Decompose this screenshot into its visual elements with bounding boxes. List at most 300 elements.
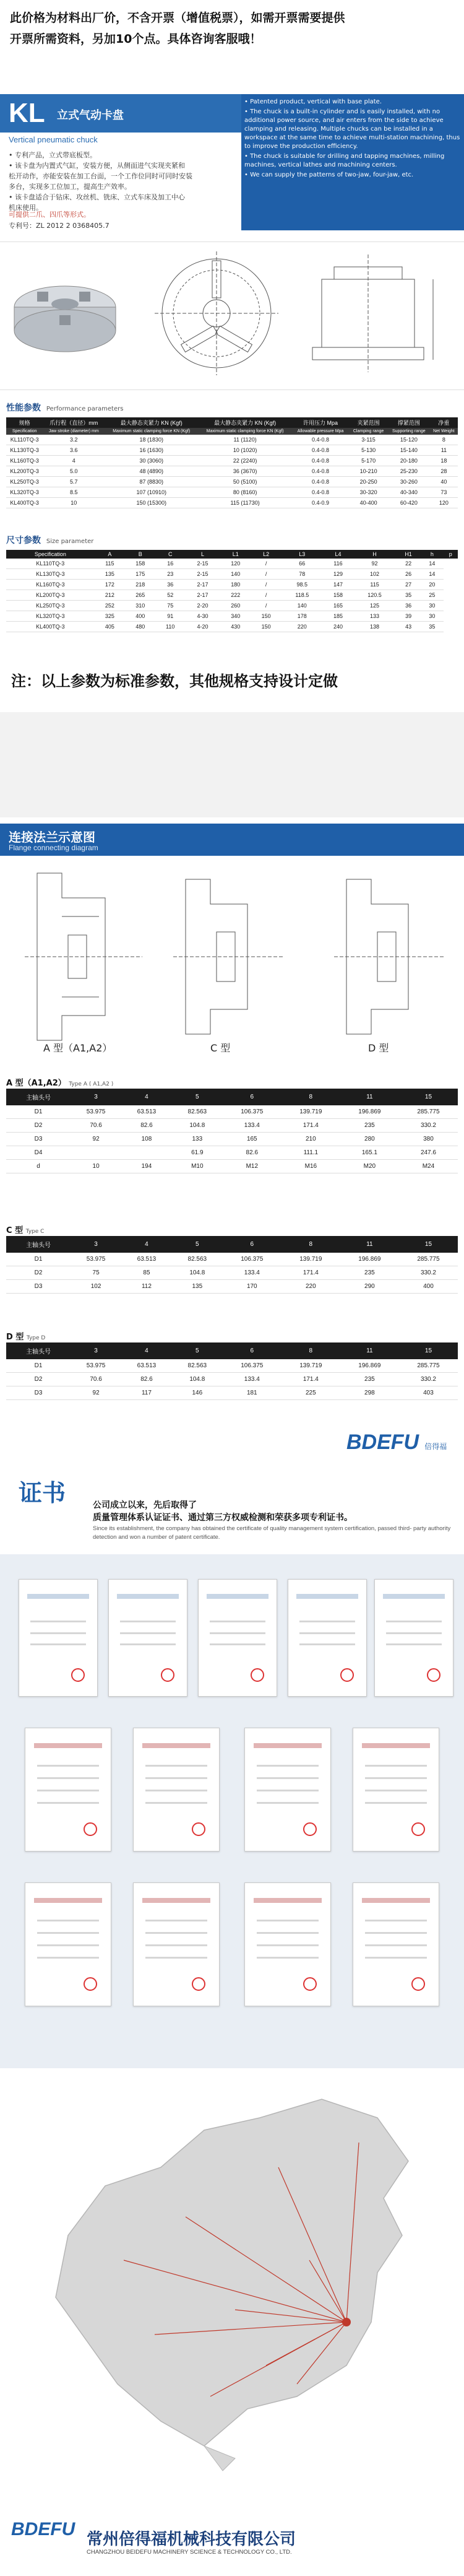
performance-table bbox=[6, 417, 458, 508]
table-cell: 150 (15300) bbox=[105, 498, 198, 508]
table-header: L bbox=[185, 550, 220, 559]
patent-certificate-image bbox=[244, 1882, 331, 2006]
size-title-cn: 尺寸参数 bbox=[6, 536, 41, 546]
table-header: 规格 bbox=[6, 417, 43, 428]
table-row bbox=[6, 1105, 458, 1119]
table-cell: D2 bbox=[6, 1119, 71, 1133]
footer-logo bbox=[11, 2519, 75, 2540]
table-cell: 18 bbox=[430, 456, 458, 466]
certificate-gallery bbox=[0, 1554, 464, 2068]
table-header: 3 bbox=[71, 1342, 121, 1359]
table-header: 6 bbox=[223, 1342, 281, 1359]
type-c-title bbox=[6, 1224, 44, 1235]
table-cell: 92 bbox=[353, 559, 396, 569]
table-cell: 73 bbox=[430, 487, 458, 498]
type-c-title-cn: C 型 bbox=[6, 1226, 24, 1235]
table-header: 主轴头号 bbox=[6, 1236, 71, 1253]
brand-logo-en: BDEFU bbox=[346, 1430, 419, 1454]
jaw-options-note: 可提供二爪、四爪等形式。 bbox=[9, 211, 90, 219]
table-cell: 39 bbox=[396, 611, 421, 622]
table-cell: 0.4-0.8 bbox=[292, 487, 349, 498]
table-cell: 220 bbox=[281, 622, 323, 632]
feature-en-item: • Patented product, vertical with base plate. bbox=[244, 98, 382, 105]
feature-cn-item: 松开动作，亦能安装在加工台面，一个工作位同时可同时安装 bbox=[9, 172, 192, 180]
patent-certificate-image bbox=[25, 1728, 111, 1852]
table-cell: 2-20 bbox=[185, 601, 220, 611]
table-cell: 30 bbox=[421, 611, 443, 622]
notice-line-2: 开票所需资料，另加10个点。具体咨询客服哦！ bbox=[10, 32, 262, 46]
table-cell: 110 bbox=[155, 622, 185, 632]
performance-title-cn: 性能参数 bbox=[6, 403, 41, 413]
table-cell: 133.4 bbox=[223, 1119, 281, 1133]
table-header: 4 bbox=[121, 1342, 172, 1359]
table-cell: 147 bbox=[323, 580, 353, 590]
brand-logo bbox=[346, 1430, 447, 1455]
table-cell: M16 bbox=[281, 1160, 340, 1173]
table-cell: 150 bbox=[251, 622, 281, 632]
flange-diagrams bbox=[0, 861, 464, 1065]
table-header: 15 bbox=[399, 1342, 458, 1359]
table-cell: 75 bbox=[155, 601, 185, 611]
table-cell: / bbox=[251, 569, 281, 580]
table-cell: 129 bbox=[323, 569, 353, 580]
table-header: Specification bbox=[6, 550, 95, 559]
table-cell: 70.6 bbox=[71, 1373, 121, 1386]
flange-label-a: A 型（A1,A2） bbox=[43, 1042, 113, 1054]
table-cell: 40-400 bbox=[349, 498, 388, 508]
table-header: 4 bbox=[121, 1089, 172, 1105]
table-cell: 63.513 bbox=[121, 1253, 172, 1266]
table-cell: KL160TQ-3 bbox=[6, 580, 95, 590]
table-cell: 3-115 bbox=[349, 435, 388, 445]
table-cell: D4 bbox=[6, 1146, 71, 1160]
type-a-table bbox=[6, 1089, 458, 1173]
table-row bbox=[6, 580, 458, 590]
flange-label-c: C 型 bbox=[210, 1042, 231, 1054]
type-c-title-en: Type C bbox=[25, 1229, 45, 1235]
table-cell: 135 bbox=[172, 1280, 223, 1294]
table-cell: 26 bbox=[396, 569, 421, 580]
table-row bbox=[6, 559, 458, 569]
table-cell: 3.2 bbox=[43, 435, 105, 445]
table-cell: M24 bbox=[399, 1160, 458, 1173]
table-cell: 15-140 bbox=[388, 445, 430, 456]
table-cell: 48 (4890) bbox=[105, 466, 198, 477]
table-cell: 220 bbox=[281, 1280, 340, 1294]
notice-line-1: 此价格为材料出厂价，不含开票（增值税票），如需开票需要提供 bbox=[10, 11, 345, 25]
table-cell: 325 bbox=[95, 611, 125, 622]
flange-title: 连接法兰示意图 bbox=[9, 830, 95, 845]
table-cell bbox=[121, 1146, 172, 1160]
performance-body bbox=[6, 435, 458, 508]
table-header: 5 bbox=[172, 1236, 223, 1253]
table-cell: 85 bbox=[121, 1266, 172, 1280]
table-cell: 87 (8830) bbox=[105, 477, 198, 487]
table-cell: 80 (8160) bbox=[198, 487, 291, 498]
table-header: 11 bbox=[340, 1236, 399, 1253]
table-cell: 139.719 bbox=[281, 1105, 340, 1119]
patent-certificate-image bbox=[244, 1728, 331, 1852]
table-subheader: Clamping range bbox=[349, 428, 388, 435]
table-cell: KL130TQ-3 bbox=[6, 445, 43, 456]
table-header: 6 bbox=[223, 1236, 281, 1253]
flange-a-icon bbox=[25, 873, 142, 1040]
table-cell: 11 bbox=[430, 445, 458, 456]
table-cell: 10 bbox=[71, 1160, 121, 1173]
table-cell: 340 bbox=[220, 611, 251, 622]
table-cell: 8 bbox=[430, 435, 458, 445]
table-header: p bbox=[444, 550, 458, 559]
table-cell: 260 bbox=[220, 601, 251, 611]
table-cell: 115 bbox=[95, 559, 125, 569]
product-name-cn: 立式气动卡盘 bbox=[57, 109, 124, 122]
table-cell: 196.869 bbox=[340, 1105, 399, 1119]
table-subheader: Maximum static clamping force KN (Kgf) bbox=[198, 428, 291, 435]
table-row bbox=[6, 611, 458, 622]
table-cell: D1 bbox=[6, 1105, 71, 1119]
table-cell: 92 bbox=[71, 1133, 121, 1146]
table-cell: 25-230 bbox=[388, 466, 430, 477]
table-cell: 82.6 bbox=[121, 1119, 172, 1133]
table-cell: 285.775 bbox=[399, 1105, 458, 1119]
flange-c-icon bbox=[173, 879, 285, 1034]
table-cell: 235 bbox=[340, 1373, 399, 1386]
table-cell: 400 bbox=[125, 611, 155, 622]
table-cell: 111.1 bbox=[281, 1146, 340, 1160]
table-cell: 0.4-0.8 bbox=[292, 456, 349, 466]
table-cell: D1 bbox=[6, 1359, 71, 1373]
table-cell: 330.2 bbox=[399, 1373, 458, 1386]
table-cell: 30-320 bbox=[349, 487, 388, 498]
table-cell: 14 bbox=[421, 559, 443, 569]
table-cell: 53.975 bbox=[71, 1105, 121, 1119]
table-cell: 247.6 bbox=[399, 1146, 458, 1160]
table-cell: 118.5 bbox=[281, 590, 323, 601]
table-cell: 16 (1630) bbox=[105, 445, 198, 456]
table-cell: 75 bbox=[71, 1266, 121, 1280]
performance-title bbox=[6, 401, 458, 414]
table-cell: 5-170 bbox=[349, 456, 388, 466]
table-cell: 18 (1830) bbox=[105, 435, 198, 445]
table-cell: KL130TQ-3 bbox=[6, 569, 95, 580]
features-en bbox=[244, 98, 461, 181]
feature-en-item: • We can supply the patterns of two-jaw, four-jaw, etc. bbox=[244, 172, 414, 178]
type-a-title-en: Type A ( A1,A2 ) bbox=[69, 1081, 114, 1087]
table-cell: KL250TQ-3 bbox=[6, 477, 43, 487]
flange-title-en: Flange connecting diagram bbox=[9, 843, 98, 852]
table-cell: KL320TQ-3 bbox=[6, 611, 95, 622]
table-cell: 4-20 bbox=[185, 622, 220, 632]
table-cell: 171.4 bbox=[281, 1119, 340, 1133]
table-header: 5 bbox=[172, 1089, 223, 1105]
table-cell: 25 bbox=[421, 590, 443, 601]
feature-en-item: • The chuck is suitable for drilling and tapping machines, milling machines, vertical lathes and machining centers. bbox=[244, 153, 445, 168]
table-cell: 222 bbox=[220, 590, 251, 601]
patent-certificate-image bbox=[133, 1882, 220, 2006]
table-header: h bbox=[421, 550, 443, 559]
table-cell: 133.4 bbox=[223, 1266, 281, 1280]
table-cell: 280 bbox=[340, 1133, 399, 1146]
size-section bbox=[6, 534, 458, 632]
table-cell: 139.719 bbox=[281, 1253, 340, 1266]
table-cell bbox=[71, 1146, 121, 1160]
size-table bbox=[6, 550, 458, 632]
performance-title-en: Performance parameters bbox=[46, 406, 124, 412]
certificate-image bbox=[198, 1579, 277, 1697]
type-d-table bbox=[6, 1342, 458, 1400]
type-a-body bbox=[6, 1105, 458, 1173]
table-cell: 133 bbox=[353, 611, 396, 622]
table-cell: 22 (2240) bbox=[198, 456, 291, 466]
table-cell: 82.6 bbox=[121, 1373, 172, 1386]
table-cell: M10 bbox=[172, 1160, 223, 1173]
table-header: 11 bbox=[340, 1342, 399, 1359]
table-cell: 53.975 bbox=[71, 1359, 121, 1373]
type-a-header-row bbox=[6, 1089, 458, 1105]
table-cell: 43 bbox=[396, 622, 421, 632]
table-cell: 285.775 bbox=[399, 1253, 458, 1266]
table-row bbox=[6, 445, 458, 456]
table-cell: 196.869 bbox=[340, 1253, 399, 1266]
divider-band bbox=[0, 712, 464, 817]
table-cell: 158 bbox=[125, 559, 155, 569]
table-cell: 10-210 bbox=[349, 466, 388, 477]
table-cell: 194 bbox=[121, 1160, 172, 1173]
table-cell: 40-340 bbox=[388, 487, 430, 498]
features-cn bbox=[9, 150, 238, 213]
table-cell: 35 bbox=[396, 590, 421, 601]
table-cell: 298 bbox=[340, 1386, 399, 1400]
table-cell: 165.1 bbox=[340, 1146, 399, 1160]
table-row bbox=[6, 1359, 458, 1373]
certificate-image bbox=[288, 1579, 367, 1697]
table-cell: 150 bbox=[251, 611, 281, 622]
table-cell: 20 bbox=[421, 580, 443, 590]
table-cell: 82.6 bbox=[223, 1146, 281, 1160]
table-cell: 115 (11730) bbox=[198, 498, 291, 508]
table-subheader: Supporting range bbox=[388, 428, 430, 435]
table-cell: 106.375 bbox=[223, 1105, 281, 1119]
flange-d-icon bbox=[334, 879, 445, 1034]
custom-spec-note: 注：以上参数为标准参数，其他规格支持设计定做 bbox=[11, 672, 338, 690]
table-cell: 40 bbox=[430, 477, 458, 487]
cert-line-en: Since its establishment, the company has obtained the certificate of quality management system certification, passed third- party authority detection and won a number of patent certificate. bbox=[93, 1525, 451, 1541]
table-cell: 104.8 bbox=[172, 1373, 223, 1386]
table-cell: 35 bbox=[421, 622, 443, 632]
table-cell: 52 bbox=[155, 590, 185, 601]
table-cell: 28 bbox=[430, 466, 458, 477]
cert-line-1: 公司成立以来，先后取得了 bbox=[93, 1500, 197, 1510]
table-cell: 403 bbox=[399, 1386, 458, 1400]
table-cell: 0.4-0.9 bbox=[292, 498, 349, 508]
table-cell: 380 bbox=[399, 1133, 458, 1146]
table-cell: 158 bbox=[323, 590, 353, 601]
feature-cn-item: • 专利产品，立式带底板型。 bbox=[9, 151, 97, 159]
table-header: B bbox=[125, 550, 155, 559]
table-cell: 10 (1020) bbox=[198, 445, 291, 456]
table-cell: D2 bbox=[6, 1373, 71, 1386]
certificate-image bbox=[374, 1579, 453, 1697]
table-header: 11 bbox=[340, 1089, 399, 1105]
type-d-title bbox=[6, 1330, 45, 1342]
type-c-header-row bbox=[6, 1236, 458, 1253]
table-cell: 133 bbox=[172, 1133, 223, 1146]
type-d-body bbox=[6, 1359, 458, 1400]
table-cell: 181 bbox=[223, 1386, 281, 1400]
table-cell: D1 bbox=[6, 1253, 71, 1266]
table-cell: 196.869 bbox=[340, 1359, 399, 1373]
table-cell: 175 bbox=[125, 569, 155, 580]
china-map-icon bbox=[0, 2074, 464, 2502]
cert-title: 证书 bbox=[19, 1479, 66, 1507]
type-c-table bbox=[6, 1236, 458, 1294]
certificate-image bbox=[19, 1579, 98, 1697]
table-subheader: Specification bbox=[6, 428, 43, 435]
table-cell: KL400TQ-3 bbox=[6, 622, 95, 632]
company-name-en: CHANGZHOU BEIDEFU MACHINERY SCIENCE & TECHNOLOGY CO., LTD. bbox=[87, 2549, 292, 2556]
table-cell: / bbox=[251, 559, 281, 569]
feature-en-item: • The chuck is a built-in cylinder and is easily installed, with no additional power source, and air enters from the side to achieve clamping and releasing. Multiple chucks can be installed in a workspace at the same time to achieve multi-station machining, thus to improve the production efficiency. bbox=[244, 108, 460, 150]
table-header: H bbox=[353, 550, 396, 559]
table-cell: 480 bbox=[125, 622, 155, 632]
table-cell: 180 bbox=[220, 580, 251, 590]
table-cell: 50 (5100) bbox=[198, 477, 291, 487]
table-cell: 107 (10910) bbox=[105, 487, 198, 498]
table-cell: 22 bbox=[396, 559, 421, 569]
type-d-title-cn: D 型 bbox=[6, 1333, 24, 1342]
side-view-icon bbox=[312, 255, 433, 372]
feature-cn-item: • 该卡盘适合于钻床、攻丝机、铣床、立式车床及加工中心 bbox=[9, 193, 185, 201]
table-subheader: Allowable pressure Mpa bbox=[292, 428, 349, 435]
table-cell: 27 bbox=[396, 580, 421, 590]
table-cell: 36 bbox=[396, 601, 421, 611]
table-cell: 185 bbox=[323, 611, 353, 622]
table-cell: 3.6 bbox=[43, 445, 105, 456]
table-cell: 63.513 bbox=[121, 1359, 172, 1373]
table-cell: 82.563 bbox=[172, 1105, 223, 1119]
type-c-body bbox=[6, 1253, 458, 1294]
distribution-map bbox=[0, 2074, 464, 2502]
table-row bbox=[6, 1160, 458, 1173]
table-header: 3 bbox=[71, 1089, 121, 1105]
table-cell: KL250TQ-3 bbox=[6, 601, 95, 611]
table-cell: M20 bbox=[340, 1160, 399, 1173]
table-cell: 23 bbox=[155, 569, 185, 580]
table-cell: KL400TQ-3 bbox=[6, 498, 43, 508]
table-cell: 290 bbox=[340, 1280, 399, 1294]
table-header: A bbox=[95, 550, 125, 559]
table-cell: 285.775 bbox=[399, 1359, 458, 1373]
table-subheader: Jaw stroke (diameter) mm bbox=[43, 428, 105, 435]
table-row bbox=[6, 622, 458, 632]
table-cell: 106.375 bbox=[223, 1359, 281, 1373]
company-name-cn: 常州倍得福机械科技有限公司 bbox=[87, 2530, 296, 2549]
table-header: 6 bbox=[223, 1089, 281, 1105]
front-view-icon bbox=[155, 251, 278, 375]
table-cell: 53.975 bbox=[71, 1253, 121, 1266]
table-cell: 120 bbox=[220, 559, 251, 569]
certificate-image bbox=[108, 1579, 187, 1697]
table-header: L4 bbox=[323, 550, 353, 559]
table-cell: 30-260 bbox=[388, 477, 430, 487]
type-a-title bbox=[6, 1076, 113, 1088]
table-cell: 115 bbox=[353, 580, 396, 590]
table-cell: / bbox=[251, 580, 281, 590]
table-cell: 146 bbox=[172, 1386, 223, 1400]
table-cell: 16 bbox=[155, 559, 185, 569]
table-cell: 265 bbox=[125, 590, 155, 601]
table-header: 8 bbox=[281, 1089, 340, 1105]
table-cell: 78 bbox=[281, 569, 323, 580]
type-d-title-en: Type D bbox=[26, 1335, 46, 1341]
table-header: 夹紧范围 bbox=[349, 417, 388, 428]
table-cell: 102 bbox=[71, 1280, 121, 1294]
table-cell: 20-250 bbox=[349, 477, 388, 487]
table-cell: 165 bbox=[223, 1133, 281, 1146]
flange-diagrams-svg bbox=[0, 861, 464, 1065]
table-row bbox=[6, 487, 458, 498]
table-cell: 61.9 bbox=[172, 1146, 223, 1160]
patent-certificate-image bbox=[353, 1728, 439, 1852]
table-row bbox=[6, 590, 458, 601]
table-header: L2 bbox=[251, 550, 281, 559]
table-cell: D3 bbox=[6, 1386, 71, 1400]
table-cell: KL160TQ-3 bbox=[6, 456, 43, 466]
table-cell: 10 bbox=[43, 498, 105, 508]
table-row bbox=[6, 1266, 458, 1280]
price-notice bbox=[10, 7, 455, 50]
table-cell: 125 bbox=[353, 601, 396, 611]
table-header: 主轴头号 bbox=[6, 1089, 71, 1105]
table-cell: 172 bbox=[95, 580, 125, 590]
table-cell: 4 bbox=[43, 456, 105, 466]
table-row bbox=[6, 1146, 458, 1160]
table-row bbox=[6, 498, 458, 508]
table-row bbox=[6, 1373, 458, 1386]
table-cell: 15-120 bbox=[388, 435, 430, 445]
chuck-drawing-svg bbox=[0, 242, 464, 391]
table-cell: 14 bbox=[421, 569, 443, 580]
table-header: 3 bbox=[71, 1236, 121, 1253]
table-cell: D3 bbox=[6, 1133, 71, 1146]
table-cell: 133.4 bbox=[223, 1373, 281, 1386]
table-cell: M12 bbox=[223, 1160, 281, 1173]
table-header: 15 bbox=[399, 1236, 458, 1253]
table-cell: 170 bbox=[223, 1280, 281, 1294]
table-cell: 70.6 bbox=[71, 1119, 121, 1133]
table-cell: KL320TQ-3 bbox=[6, 487, 43, 498]
table-cell: 2-17 bbox=[185, 590, 220, 601]
table-row bbox=[6, 477, 458, 487]
performance-section bbox=[6, 401, 458, 508]
table-cell: 66 bbox=[281, 559, 323, 569]
table-cell: 171.4 bbox=[281, 1373, 340, 1386]
brand-logo-cn: 倍得福 bbox=[424, 1442, 447, 1451]
size-body bbox=[6, 559, 458, 632]
table-cell: 225 bbox=[281, 1386, 340, 1400]
table-cell: 139.719 bbox=[281, 1359, 340, 1373]
table-cell: 91 bbox=[155, 611, 185, 622]
patent-number: 专利号：ZL 2012 2 0368405.7 bbox=[9, 222, 110, 230]
table-header: 撑紧范围 bbox=[388, 417, 430, 428]
table-cell: / bbox=[251, 601, 281, 611]
table-header: 8 bbox=[281, 1342, 340, 1359]
table-row bbox=[6, 1133, 458, 1146]
table-cell: 140 bbox=[281, 601, 323, 611]
table-cell: 20-180 bbox=[388, 456, 430, 466]
table-cell: 104.8 bbox=[172, 1266, 223, 1280]
table-row bbox=[6, 466, 458, 477]
